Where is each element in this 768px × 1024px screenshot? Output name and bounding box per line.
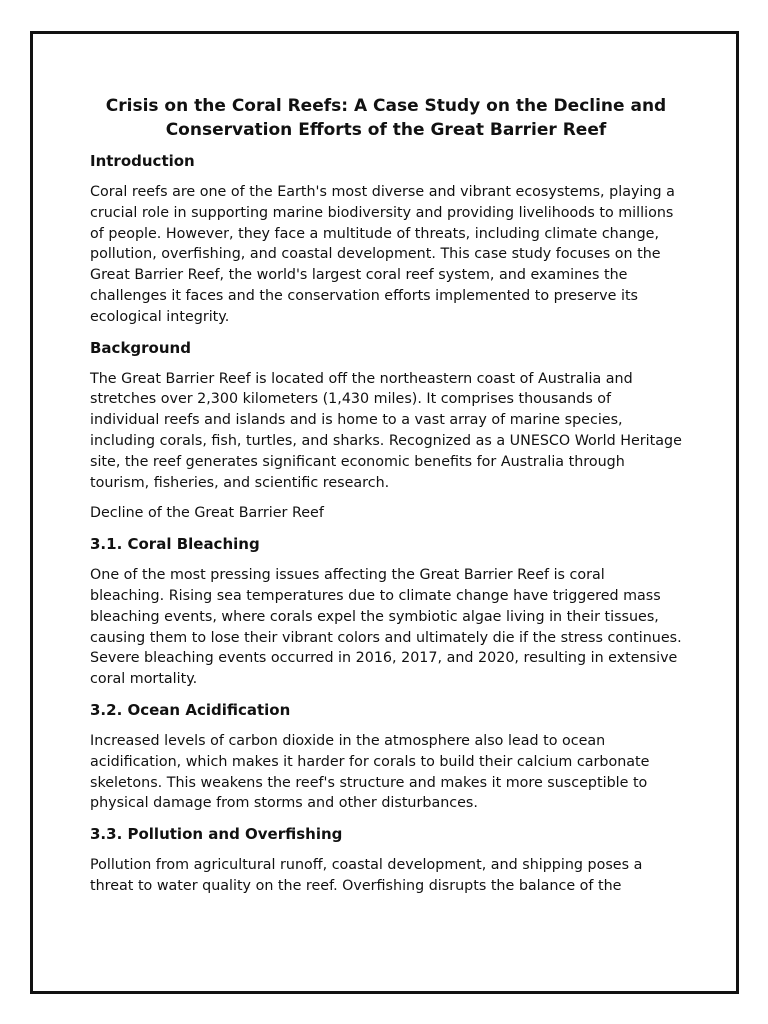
section-heading-coral-bleaching: 3.1. Coral Bleaching [90,535,260,554]
paragraph-ocean-acidification: Increased levels of carbon dioxide in the atmosphere also lead to ocean acidification, which makes it harder for corals to build their calcium carbonate skeletons. This weakens the reef's structure and makes it more susceptible to physical damage from storms and other disturbances. [90,732,650,812]
paragraph-coral-bleaching: One of the most pressing issues affecting the Great Barrier Reef is coral bleaching. Rising sea temperatures due to climate change have triggered mass bleaching events, where corals expel the symbiotic algae living in their tissues, causing them to lose their vibrant colors and ultimately die if the stress continues. Severe bleaching events occurred in 2016, 2017, and 2020, resulting in extensive coral mortality. [90,567,682,688]
section-heading-introduction: Introduction [90,152,195,170]
paragraph-background: The Great Barrier Reef is located off the northeastern coast of Australia and stretches over 2,300 kilometers (1,430 miles). It comprises thousands of individual reefs and islands and is home to a vast array of marine species, including corals, fish, turtles, and sharks. Recognized as a UNESCO World Heritage site, the reef generates significant economic benefits for Australia through tourism, fisheries, and scientific research. [90,370,682,491]
document-title: Crisis on the Coral Reefs: A Case Study on the Decline and Conservation Efforts of the Great Barrier Reef [105,96,667,140]
section-heading-background: Background [90,338,191,357]
section-heading-decline: Decline of the Great Barrier Reef [90,505,324,522]
page-frame [30,31,739,994]
section-heading-ocean-acidification: 3.2. Ocean Acidification [90,700,291,719]
section-heading-pollution-overfishing: 3.3. Pollution and Overfishing [90,825,343,844]
paragraph-introduction: Coral reefs are one of the Earth's most diverse and vibrant ecosystems, playing a crucial role in supporting marine biodiversity and providing livelihoods to millions of people. However, they face a multitude of threats, including climate change, pollution, overfishing, and coastal development. This case study focuses on the Great Barrier Reef, the world's largest coral reef system, and examines the challenges it faces and the conservation efforts implemented to preserve its ecological integrity. [90,184,675,325]
document-body [90,94,682,907]
paragraph-pollution-overfishing: Pollution from agricultural runoff, coastal development, and shipping poses a threat to water quality on the reef. Overfishing disrupts the balance of the [90,857,643,894]
